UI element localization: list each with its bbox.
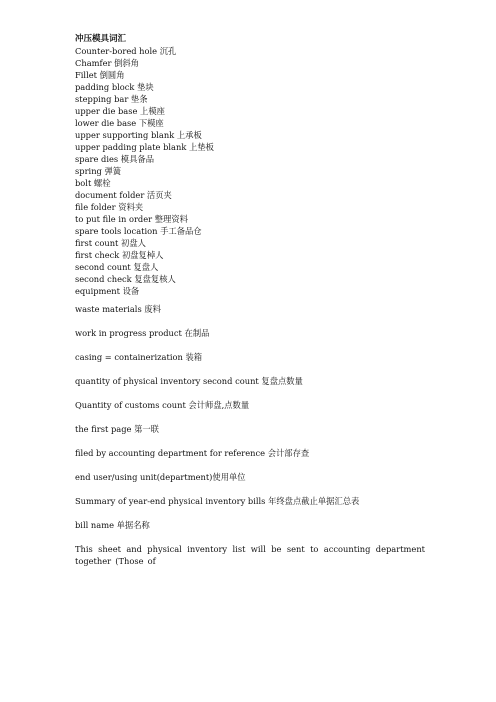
item-line: casing = containerization 装箱 bbox=[75, 352, 203, 362]
document-title: 冲压模具词汇 bbox=[75, 34, 127, 44]
item-line: Summary of year-end physical inventory bills 年终盘点截止单据汇总表 bbox=[75, 496, 360, 506]
term-line: document folder 活页夹 bbox=[75, 190, 172, 200]
item-line: end user/using unit(department)使用单位 bbox=[75, 472, 246, 482]
term-line: Counter-bored hole 沉孔 bbox=[75, 46, 177, 56]
term-line: second count 复盘人 bbox=[75, 262, 159, 272]
term-line: upper padding plate blank 上垫板 bbox=[75, 142, 214, 152]
term-line: spare dies 模具备品 bbox=[75, 154, 154, 164]
closing-paragraph: This sheet and physical inventory list will be sent to accounting department together (Those of bbox=[75, 544, 425, 566]
term-line: to put file in order 整理资料 bbox=[75, 214, 188, 224]
item-line: quantity of physical inventory second count 复盘点数量 bbox=[75, 376, 303, 386]
term-line: lower die base 下模座 bbox=[75, 118, 164, 128]
item-line: bill name 单据名称 bbox=[75, 520, 150, 530]
item-line: the first page 第一联 bbox=[75, 424, 159, 434]
item-line: filed by accounting department for reference 会计部存查 bbox=[75, 448, 310, 458]
term-line: bolt 螺栓 bbox=[75, 178, 111, 188]
term-line: Chamfer 倒斜角 bbox=[75, 58, 139, 68]
term-line: padding block 垫块 bbox=[75, 82, 154, 92]
term-line: second check 复盘复核人 bbox=[75, 274, 176, 284]
term-line: stepping bar 垫条 bbox=[75, 94, 148, 104]
term-line: file folder 资料夹 bbox=[75, 202, 144, 212]
term-line: spare tools location 手工备品仓 bbox=[75, 226, 202, 236]
term-line: equipment 设备 bbox=[75, 286, 140, 296]
item-line: work in progress product 在制品 bbox=[75, 328, 210, 338]
item-line: waste materials 废料 bbox=[75, 304, 161, 314]
term-line: first count 初盘人 bbox=[75, 238, 146, 248]
term-line: Fillet 倒圆角 bbox=[75, 70, 125, 80]
term-line: spring 弹簧 bbox=[75, 166, 122, 176]
term-line: upper die base 上模座 bbox=[75, 106, 165, 116]
item-line: Quantity of customs count 会计师盘,点数量 bbox=[75, 400, 250, 410]
term-line: upper supporting blank 上承板 bbox=[75, 130, 202, 140]
term-line: first check 初盘复棹人 bbox=[75, 250, 164, 260]
